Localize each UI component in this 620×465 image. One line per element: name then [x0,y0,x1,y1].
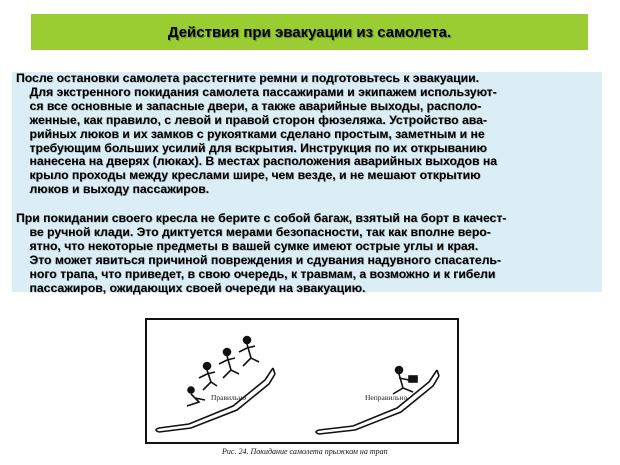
person-1-icon [199,363,217,391]
evacuation-slide-illustration [145,318,459,444]
page-title: Действия при эвакуации из самолета. [167,23,452,41]
figure-caption: Рис. 24. Покидание самолета прыжком на трап [222,447,388,456]
paragraph-baggage-warning: При покидании своего кресла не берите с собой багаж, взятый на борт в качест- ве ручной клади. Это диктуется мерами безопасности, так как вполне веро- ятно, что некоторые предметы в вашей сумке имеют острые углы и края. Это может явиться причиной повреждения и сдувания надувного спасатель- ного трапа, что приведет, в свою очередь, к травмам, а возможно и к гибели пассажиров, ожидающих своей очереди на эвакуацию. [16,211,507,295]
correct-slide-drawing [156,337,275,433]
label-correct: Правильно [211,393,246,402]
slide-drawing [147,320,457,442]
person-3-icon [239,337,259,367]
person-2-icon [219,349,239,379]
person-4-icon [187,387,205,406]
label-incorrect: Неправильно [365,393,408,402]
person-with-bag-icon [393,367,417,395]
title-banner [31,14,588,50]
paragraph-evacuation-exits: После остановки самолета расстегните ремни и подготовьтесь к эвакуации. Для экстренного покидания самолета пассажирами и экипажем используют- ся все основные и запасные двери, а также аварийные выходы, располо- женные, как правило, с левой и правой сторон фюзеляжа. Устройство ава- рийных люков и их замков с рукоятками сделано простым, заметным и не требующим больших усилий для вскрытия. Инструкция по их открыванию нанесена на дверях (люках). В местах расположения аварийных выходов на крыло проходы между креслами шире, чем везде, и не мешают открытию люков и выходу пассажиров. [16,71,497,197]
instruction-text-block [12,71,602,295]
